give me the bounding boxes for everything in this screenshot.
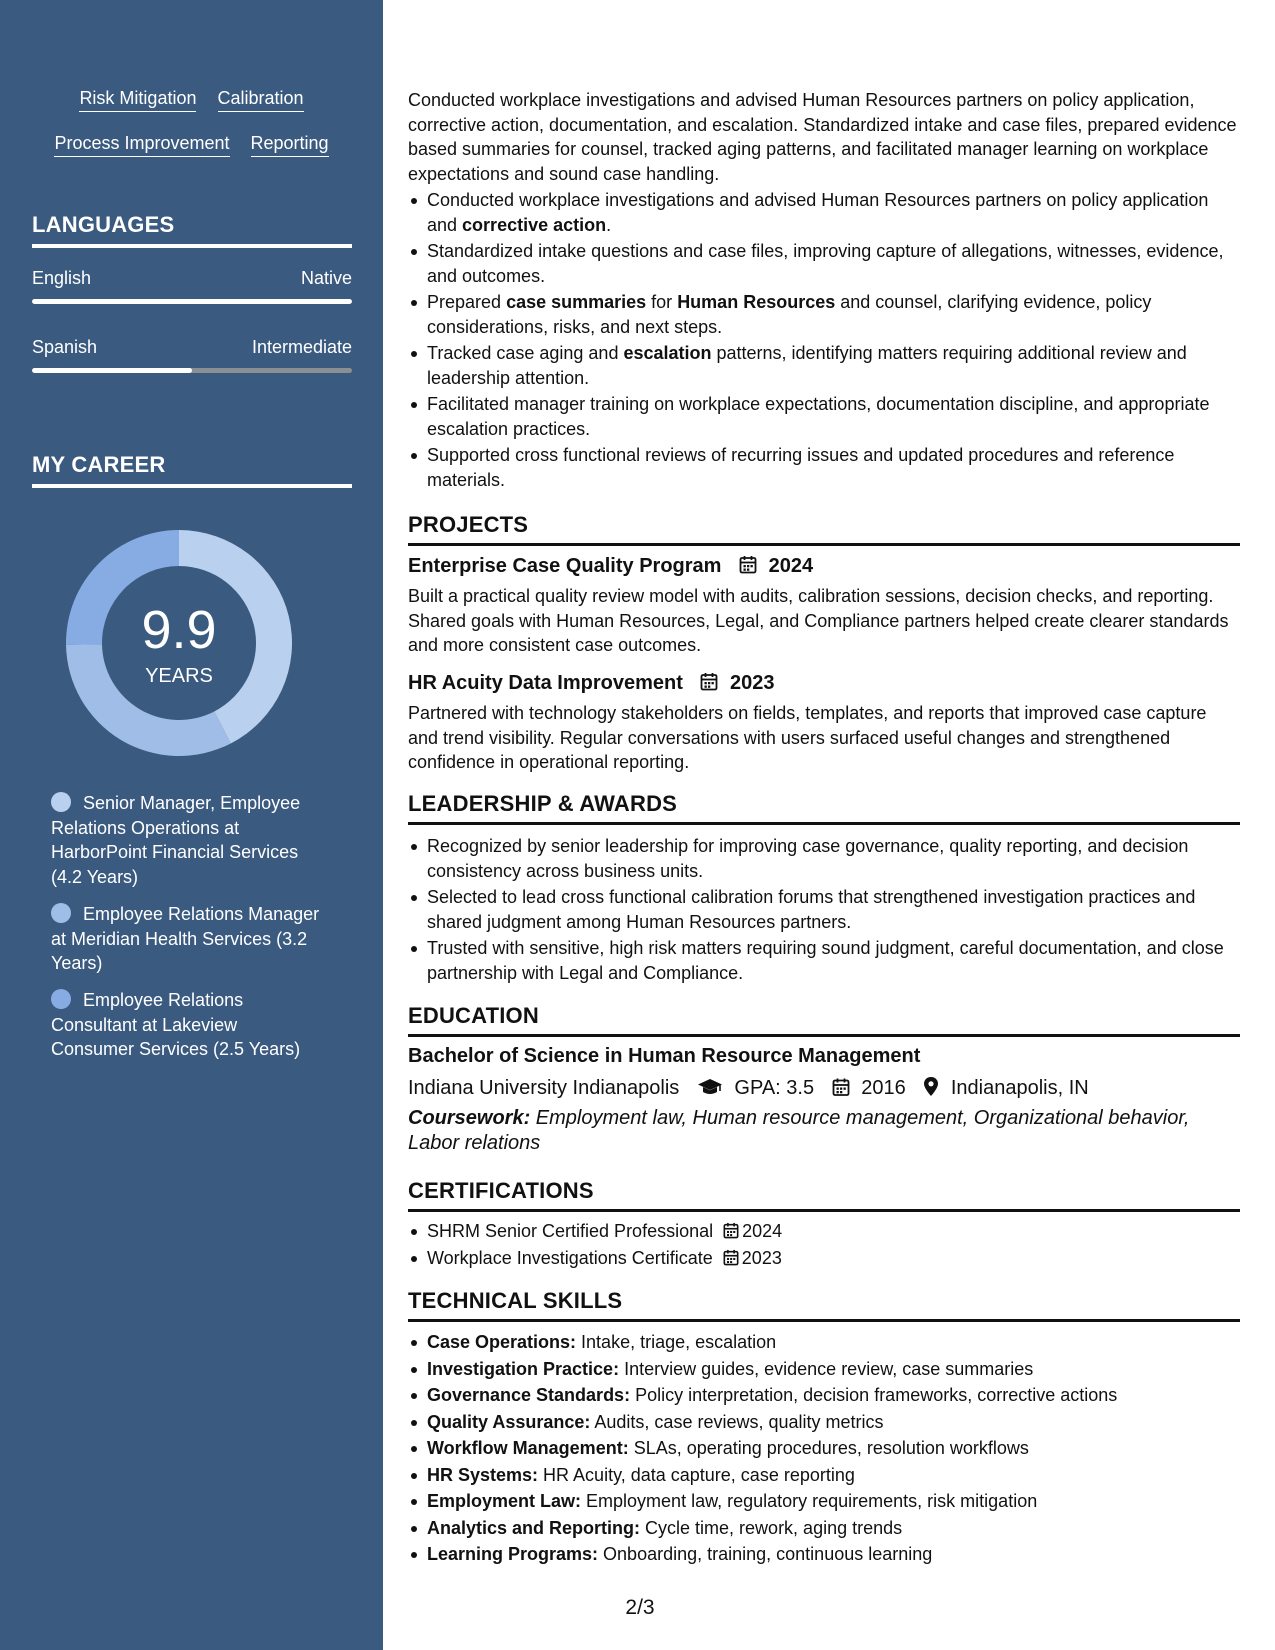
list-item: Tracked case aging and escalation patterns, identifying matters requiring additional review and leadership attention. xyxy=(408,341,1240,390)
list-item: HR Systems: HR Acuity, data capture, case reporting xyxy=(408,1463,1240,1488)
coursework-list: Employment law, Human resource management, Organizational behavior, Labor relations xyxy=(408,1107,1190,1154)
education-details xyxy=(408,1076,1089,1100)
graduation-year: 2016 xyxy=(861,1077,906,1099)
project-description: Partnered with technology stakeholders on fields, templates, and reports that improved case capture and trend visibility. Regular conversations with users surfaced useful changes and strengthened confidence in operational reporting. xyxy=(408,703,1207,772)
graduation-cap-icon xyxy=(697,1077,723,1097)
coursework-label: Coursework: xyxy=(408,1107,531,1129)
list-item: Selected to lead cross functional calibration forums that strengthened investigation practices and shared judgment among Human Resources partners. xyxy=(408,885,1240,934)
certifications-heading: CERTIFICATIONS xyxy=(408,1178,1240,1212)
list-item: Facilitated manager training on workplace expectations, documentation discipline, and appropriate escalation practices. xyxy=(408,392,1240,441)
list-item: Quality Assurance: Audits, case reviews, quality metrics xyxy=(408,1410,1240,1435)
list-item: Workplace Investigations Certificate 2023 xyxy=(408,1246,1240,1271)
list-item: Governance Standards: Policy interpretation, decision frameworks, corrective actions xyxy=(408,1383,1240,1408)
language-name: English xyxy=(32,268,92,288)
experience-summary: Conducted workplace investigations and advised Human Resources partners on policy application, corrective action, documentation, and escalation. Standardized intake and case files, prepared evidence based summaries for counsel, tracked aging patterns, and facilitated manager learning on workplace expectations and sound case handling. xyxy=(408,90,1237,184)
calendar-icon xyxy=(739,555,757,574)
list-item: Conducted workplace investigations and advised Human Resources partners on policy application and corrective action. xyxy=(408,188,1240,237)
skill-tag: Risk Mitigation xyxy=(79,88,196,112)
list-item: Supported cross functional reviews of recurring issues and updated procedures and reference materials. xyxy=(408,443,1240,492)
leadership-heading: LEADERSHIP & AWARDS xyxy=(408,791,1240,825)
career-donut-slice xyxy=(66,644,231,756)
skill-tags-row xyxy=(0,88,383,112)
skill-tag: Reporting xyxy=(251,133,329,157)
projects-heading: PROJECTS xyxy=(408,512,1240,546)
languages-heading: LANGUAGES xyxy=(32,212,352,248)
list-item: Analytics and Reporting: Cycle time, rework, aging trends xyxy=(408,1516,1240,1541)
language-level: Native xyxy=(300,268,352,288)
sidebar xyxy=(0,0,383,1650)
project-year: 2023 xyxy=(730,672,775,694)
list-item: Workflow Management: SLAs, operating procedures, resolution workflows xyxy=(408,1436,1240,1461)
career-entry-text: Employee Relations Manager at Meridian Health Services (3.2 Years) xyxy=(51,904,320,973)
calendar-icon xyxy=(700,672,718,691)
career-entry-text: Employee Relations Consultant at Lakeview Consumer Services (2.5 Years) xyxy=(51,990,301,1059)
skill-tags-row xyxy=(0,133,383,157)
career-entry xyxy=(51,902,321,976)
career-heading: MY CAREER xyxy=(32,452,352,488)
list-item: Recognized by senior leadership for improving case governance, quality reporting, and decision consistency across business units. xyxy=(408,834,1240,883)
career-bullet-dot xyxy=(51,989,71,1009)
project-title: HR Acuity Data Improvement 2023 xyxy=(408,672,775,694)
language-level: Intermediate xyxy=(251,337,352,357)
career-entry xyxy=(51,791,321,889)
calendar-icon xyxy=(723,1222,739,1239)
language-proficiency-fill xyxy=(32,368,192,373)
calendar-icon xyxy=(832,1077,850,1097)
experience-bullets xyxy=(408,188,1240,494)
skill-tag: Calibration xyxy=(218,88,304,112)
list-item: Learning Programs: Onboarding, training, continuous learning xyxy=(408,1542,1240,1567)
skill-tag: Process Improvement xyxy=(54,133,229,157)
list-item: SHRM Senior Certified Professional 2024 xyxy=(408,1219,1240,1244)
project-title: Enterprise Case Quality Program 2024 xyxy=(408,555,814,577)
list-item: Investigation Practice: Interview guides, evidence review, case summaries xyxy=(408,1357,1240,1382)
coursework xyxy=(408,1106,1240,1156)
list-item: Trusted with sensitive, high risk matters requiring sound judgment, careful documentation, and close partnership with Legal and Compliance. xyxy=(408,936,1240,985)
school-location: Indianapolis, IN xyxy=(950,1077,1089,1099)
career-total-years: 9.9 xyxy=(141,600,217,660)
technical-skills-list xyxy=(408,1330,1240,1569)
project-year: 2024 xyxy=(768,555,814,577)
list-item: Standardized intake questions and case files, improving capture of allegations, witnesses, evidence, and outcomes. xyxy=(408,239,1240,288)
list-item: Prepared case summaries for Human Resources and counsel, clarifying evidence, policy considerations, risks, and next steps. xyxy=(408,290,1240,339)
language-proficiency-fill xyxy=(32,299,352,304)
degree-title: Bachelor of Science in Human Resource Management xyxy=(408,1045,921,1067)
calendar-icon xyxy=(723,1249,739,1266)
project-description: Built a practical quality review model with audits, calibration sessions, decision checks, and reporting. Shared goals with Human Resources, Legal, and Compliance partners helped create clearer standards and more consistent case outcomes. xyxy=(408,586,1229,655)
location-pin-icon xyxy=(923,1076,939,1097)
language-proficiency-bar xyxy=(32,368,352,373)
page-number: 2/3 xyxy=(625,1596,655,1619)
career-bullet-dot xyxy=(51,792,71,812)
language-proficiency-bar xyxy=(32,299,352,304)
career-years-label: YEARS xyxy=(145,665,213,687)
career-entry xyxy=(51,988,321,1062)
career-bullet-dot xyxy=(51,903,71,923)
career-entry-text: Senior Manager, Employee Relations Operations at HarborPoint Financial Services (4.2 Years) xyxy=(51,793,301,887)
list-item: Employment Law: Employment law, regulatory requirements, risk mitigation xyxy=(408,1489,1240,1514)
language-name: Spanish xyxy=(32,337,98,357)
list-item: Case Operations: Intake, triage, escalation xyxy=(408,1330,1240,1355)
technical-skills-heading: TECHNICAL SKILLS xyxy=(408,1288,1240,1322)
certifications-list xyxy=(408,1219,1240,1272)
education-heading: EDUCATION xyxy=(408,1003,1240,1037)
school-name: Indiana University Indianapolis xyxy=(408,1077,680,1099)
leadership-bullets xyxy=(408,834,1240,987)
gpa: GPA: 3.5 xyxy=(734,1077,815,1099)
